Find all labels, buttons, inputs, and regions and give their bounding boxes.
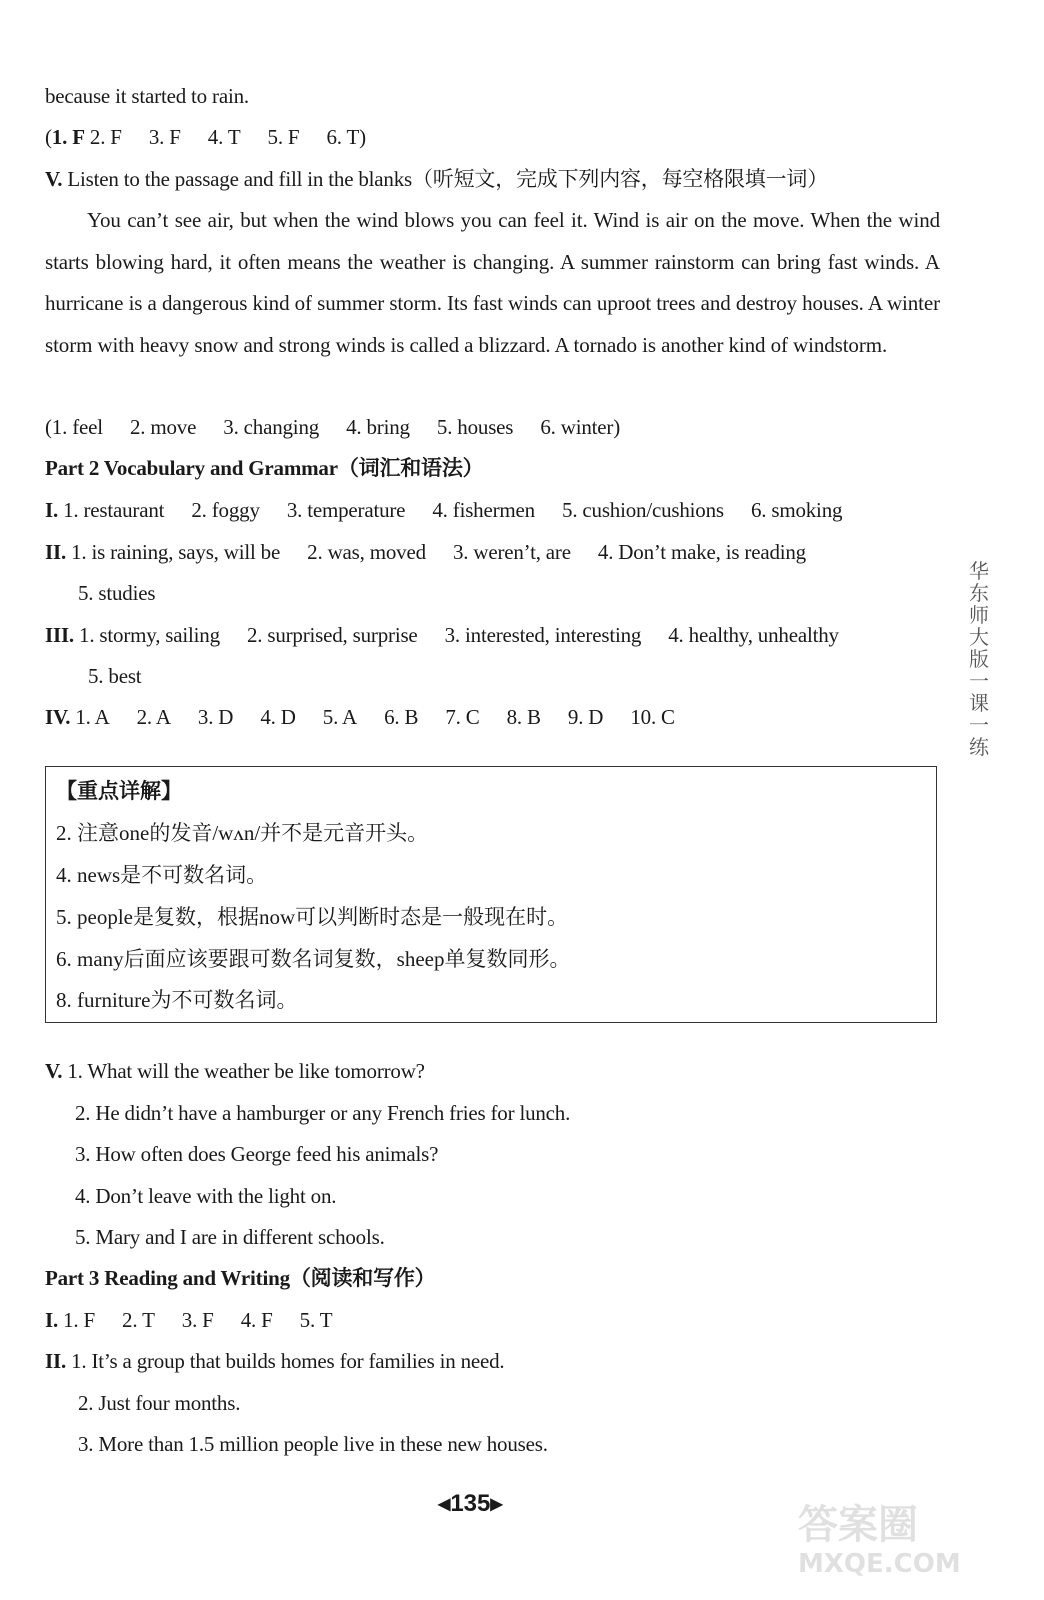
- answer-item: 4. F: [240, 1308, 273, 1332]
- answer-row: [45, 413, 620, 441]
- box-item: 6. many后面应该要跟可数名词复数，sheep单复数同形。: [56, 947, 571, 971]
- answer-item: 3. temperature: [286, 498, 406, 522]
- section-number: I.: [45, 1308, 59, 1332]
- answer-row-tf: [45, 123, 366, 151]
- answer-item: 2. foggy: [191, 498, 260, 522]
- answer-item: 2. Just four months.: [78, 1391, 241, 1415]
- answer-item: 4. Don’t make, is reading: [597, 540, 806, 564]
- answer-item: 9. D: [567, 705, 604, 729]
- answer-item: 6. smoking: [750, 498, 843, 522]
- answer-item: 6. winter): [540, 415, 620, 439]
- answer-item: 5. cushion/cushions: [562, 498, 724, 522]
- svg-text:MXQE.COM: MXQE.COM: [798, 1549, 961, 1579]
- section-number: V.: [45, 1059, 63, 1083]
- box-item: 4. news是不可数名词。: [56, 863, 268, 887]
- answer-item: 4. D: [260, 705, 296, 729]
- answer-item: 1. restaurant: [63, 498, 165, 522]
- answer-item: 3. More than 1.5 million people live in these new houses.: [78, 1432, 548, 1456]
- svg-text:答案圈: 答案圈: [798, 1502, 918, 1548]
- answer-row: [45, 703, 675, 731]
- part-heading: Part 2 Vocabulary and Grammar（词汇和语法）: [45, 456, 484, 480]
- section-number: II.: [45, 540, 66, 564]
- section-number: IV.: [45, 705, 71, 729]
- answer-row: [45, 496, 842, 524]
- left-arrow-icon: ◀: [438, 1496, 451, 1513]
- answer-item: 3. F: [148, 125, 181, 149]
- answer-item: 4. Don’t leave with the light on.: [75, 1184, 337, 1208]
- answer-text: 1. F: [51, 125, 85, 149]
- answer-item: 4. bring: [346, 415, 410, 439]
- answer-item: 5. T: [299, 1308, 333, 1332]
- box-item: 5. people是复数，根据now可以判断时态是一般现在时。: [56, 905, 569, 929]
- answer-item: 5. houses: [436, 415, 514, 439]
- answer-item: 7. C: [445, 705, 480, 729]
- answer-row: [45, 1347, 504, 1375]
- side-label: 华东师大版一课一练: [969, 559, 989, 759]
- right-arrow-icon: ▶: [490, 1496, 503, 1513]
- answer-item: 2. A: [136, 705, 171, 729]
- answer-item: 2. surprised, surprise: [246, 623, 418, 647]
- watermark-logo: [788, 1490, 1008, 1580]
- answer-item: 2. was, moved: [307, 540, 426, 564]
- answer-item: 3. How often does George feed his animals?: [75, 1142, 439, 1166]
- answer-item: 1. stormy, sailing: [79, 623, 220, 647]
- section-number: I.: [45, 498, 59, 522]
- answer-row: [45, 538, 806, 566]
- answer-item: 4. T: [207, 125, 241, 149]
- answer-item: 5. Mary and I are in different schools.: [75, 1225, 385, 1249]
- watermark-graphic: [788, 1490, 1008, 1580]
- answer-item: 3. changing: [223, 415, 320, 439]
- answer-item: 4. fishermen: [432, 498, 535, 522]
- answer-item: 1. is raining, says, will be: [71, 540, 281, 564]
- answer-item: 6. T): [326, 125, 366, 149]
- box-item: 8. furniture为不可数名词。: [56, 988, 298, 1012]
- answer-item: 1. F: [63, 1308, 95, 1332]
- answer-item: 5. F: [267, 125, 300, 149]
- answer-item: (1. feel: [45, 415, 103, 439]
- answer-item: 1. What will the weather be like tomorrow?: [67, 1059, 425, 1083]
- answer-item: 10. C: [630, 705, 675, 729]
- key-points-box: [45, 766, 937, 1023]
- section-title: Listen to the passage and fill in the blanks（听短文，完成下列内容，每空格限填一词）: [67, 167, 828, 191]
- answer-item: 8. B: [506, 705, 541, 729]
- answer-item: 5. A: [322, 705, 357, 729]
- answer-row: [45, 1057, 425, 1085]
- part-heading: Part 3 Reading and Writing（阅读和写作）: [45, 1266, 436, 1290]
- box-title: 【重点详解】: [56, 779, 182, 803]
- answer-item: 2. He didn’t have a hamburger or any French fries for lunch.: [75, 1101, 571, 1125]
- line-text: because it started to rain.: [45, 84, 249, 108]
- answer-item: (1. F: [45, 125, 85, 149]
- answer-item: 3. weren’t, are: [452, 540, 571, 564]
- text-line: [45, 82, 249, 110]
- page-number-text: 135: [450, 1490, 491, 1517]
- answer-item: 2. F: [89, 125, 122, 149]
- section-heading: [45, 165, 828, 193]
- answer-item: 3. interested, interesting: [444, 623, 642, 647]
- section-number: II.: [45, 1349, 66, 1373]
- answer-item: 1. It’s a group that builds homes for families in need.: [71, 1349, 505, 1373]
- answer-item: 4. healthy, unhealthy: [668, 623, 839, 647]
- answer-item: 1. A: [75, 705, 110, 729]
- answer-row: [45, 1306, 332, 1334]
- answer-item: 3. D: [197, 705, 234, 729]
- answer-row-continued: 5. best: [88, 664, 142, 688]
- answer-row-continued: 5. studies: [78, 581, 156, 605]
- section-number: III.: [45, 623, 74, 647]
- page-number: [438, 1490, 503, 1518]
- section-number: V.: [45, 167, 63, 191]
- answer-item: 3. F: [181, 1308, 214, 1332]
- answer-item: 2. move: [129, 415, 197, 439]
- answer-item: 2. T: [122, 1308, 155, 1332]
- answer-item: 6. B: [384, 705, 419, 729]
- passage: You can’t see air, but when the wind blows you can feel it. Wind is air on the move. When the wind starts blowing hard, it often means the weather is changing. A summer rainstorm can bring fast winds. A hurricane is a dangerous kind of summer storm. Its fast winds can uproot trees and destroy houses. A winter storm with heavy snow and strong winds is called a blizzard. A tornado is another kind of windstorm.: [45, 208, 940, 357]
- answer-row: [45, 621, 839, 649]
- box-item: 2. 注意one的发音/wʌn/并不是元音开头。: [56, 821, 429, 845]
